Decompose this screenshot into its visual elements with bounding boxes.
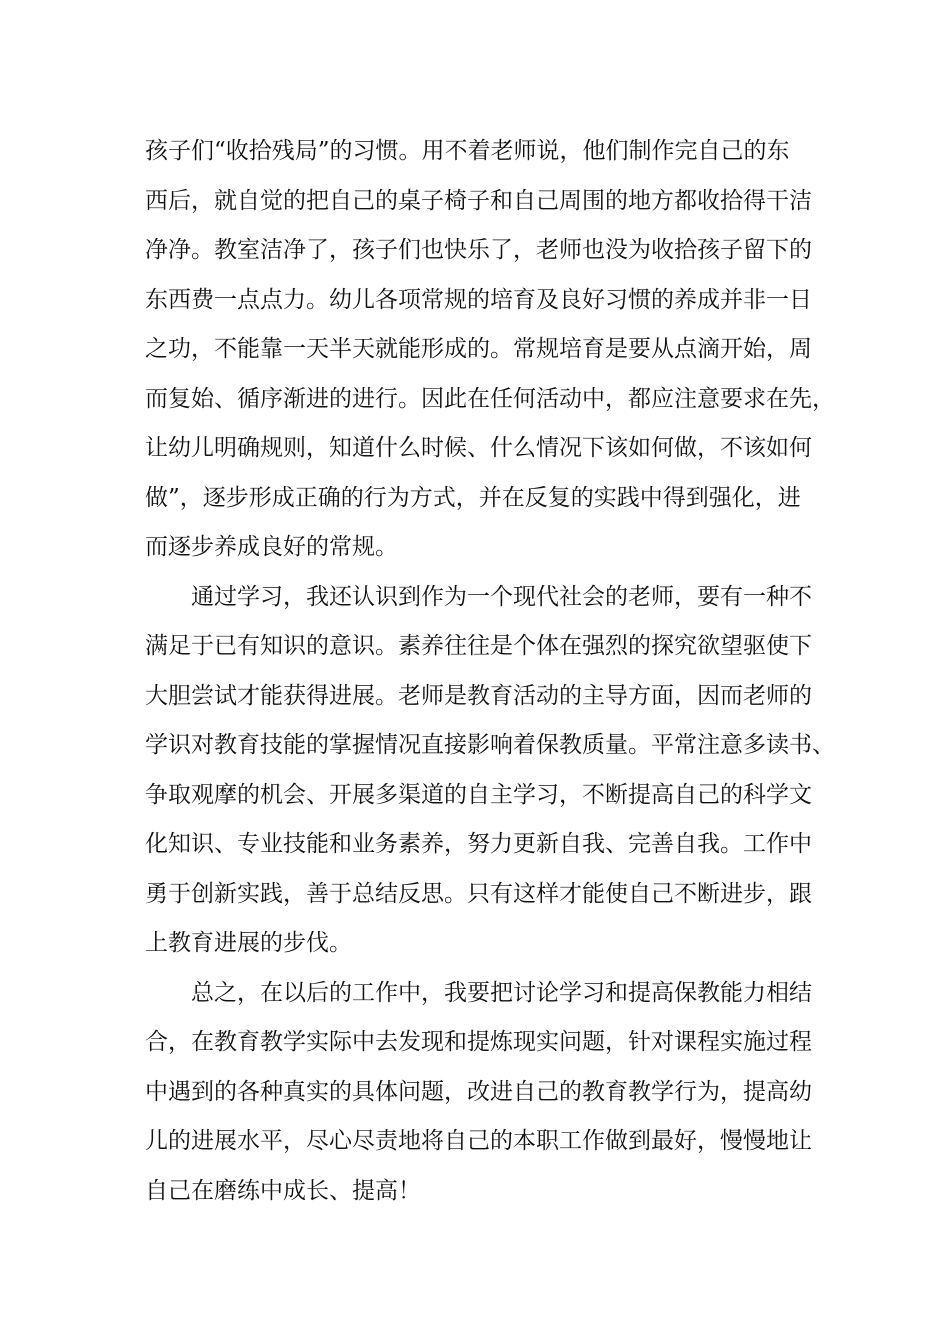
text-line: 中遇到的各种真实的具体问题，改进自己的教育教学行为，提高幼 (145, 1078, 812, 1105)
text-line: 总之，在以后的工作中，我要把讨论学习和提高保教能力相结 (145, 979, 812, 1006)
text-line: 自己在磨练中成长、提高！ (145, 1177, 421, 1204)
body-text (145, 127, 845, 1216)
text-line: 做”，逐步形成正确的行为方式，并在反复的实践中得到强化，进 (145, 484, 801, 511)
text-line: 争取观摩的机会、开展多渠道的自主学习，不断提高自己的科学文 (145, 781, 812, 808)
text-line: 西后，就自觉的把自己的桌子椅子和自己周围的地方都收拾得干洁 (145, 187, 812, 214)
text-line: 孩子们“收拾残局”的习惯。用不着老师说，他们制作完自己的东 (145, 138, 790, 164)
text-line: 大胆尝试才能获得进展。老师是教育活动的主导方面，因而老师的 (145, 682, 812, 709)
text-line: 通过学习，我还认识到作为一个现代社会的老师，要有一种不 (145, 583, 812, 610)
text-line: 上教育进展的步伐。 (145, 930, 352, 956)
text-line: 化知识、专业技能和业务素养，努力更新自我、完善自我。工作中 (145, 831, 812, 857)
text-line: 勇于创新实践，善于总结反思。只有这样才能使自己不断进步，跟 (145, 880, 812, 907)
text-line: 满足于已有知识的意识。素养往往是个体在强烈的探究欲望驱使下 (145, 633, 812, 659)
text-line: 儿的进展水平，尽心尽责地将自己的本职工作做到最好，慢慢地让 (145, 1128, 812, 1154)
text-line: 让幼儿明确规则，知道什么时候、什么情况下该如何做，不该如何 (145, 435, 812, 461)
text-line: 而复始、循序渐进的进行。因此在任何活动中，都应注意要求在先， (145, 385, 835, 412)
text-line: 而逐步养成良好的常规。 (145, 534, 398, 560)
text-line: 东西费一点点力。幼儿各项常规的培育及良好习惯的养成并非一日 (145, 286, 812, 313)
text-line: 合，在教育教学实际中去发现和提炼现实问题，针对课程实施过程 (145, 1029, 812, 1055)
text-line: 净净。教室洁净了，孩子们也快乐了，老师也没为收拾孩子留下的 (145, 237, 812, 263)
text-line: 学识对教育技能的掌握情况直接影响着保教质量。平常注意多读书、 (145, 732, 835, 758)
text-line: 之功，不能靠一天半天就能形成的。常规培育是要从点滴开始，周 (145, 336, 812, 362)
